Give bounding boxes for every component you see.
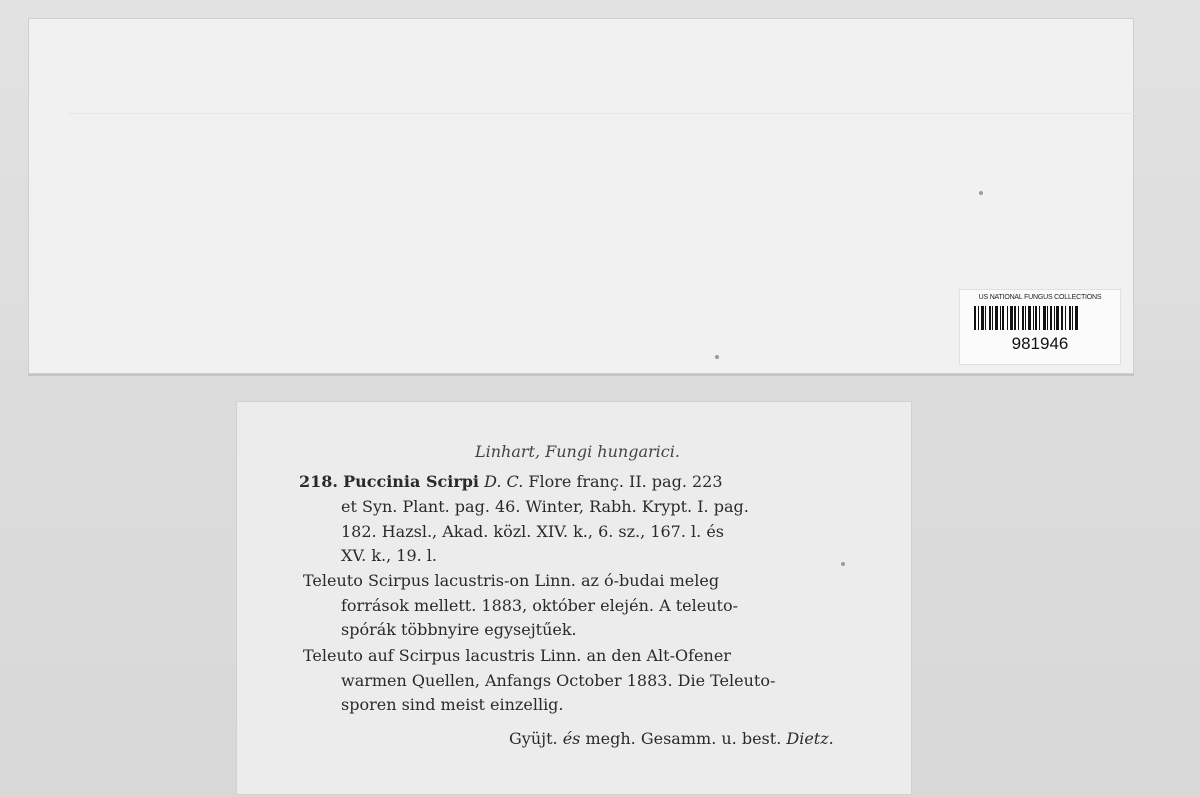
hungarian-line-3: spórák többnyire egysejtűek. xyxy=(341,620,577,639)
entry-number: 218. xyxy=(299,472,338,491)
taxon-name: Puccinia Scirpi xyxy=(343,472,480,491)
specimen-packet xyxy=(28,18,1134,374)
barcode-bars xyxy=(974,306,1106,330)
collector-name: Dietz. xyxy=(786,729,834,748)
collector-text: megh. Gesamm. u. best. xyxy=(585,729,782,748)
barcode-number: 981946 xyxy=(1011,334,1069,353)
sheet-speck xyxy=(979,191,983,195)
entry-line-1 xyxy=(299,474,723,490)
german-line-2: warmen Quellen, Anfangs October 1883. Die Teleuto- xyxy=(341,671,776,690)
series-title: Linhart, Fungi hungarici. xyxy=(475,442,680,461)
german-line-1: Teleuto auf Scirpus lacustris Linn. an den Alt-Ofener xyxy=(303,646,731,665)
packet-fold-line xyxy=(69,113,1139,114)
citation-1: Flore franç. II. pag. 223 xyxy=(528,472,723,491)
citation-2: et Syn. Plant. pag. 46. Winter, Rabh. Krypt. I. pag. xyxy=(341,497,749,516)
collector-conjunction: és xyxy=(562,729,581,748)
taxon-author: D. C. xyxy=(484,472,524,491)
collector-prefix: Gyüjt. xyxy=(509,729,558,748)
citation-4: XV. k., 19. l. xyxy=(341,546,438,565)
german-line-3: sporen sind meist einzellig. xyxy=(341,695,564,714)
label-speck xyxy=(841,562,845,566)
hungarian-line-2: források mellett. 1883, október elején. A teleuto- xyxy=(341,596,738,615)
barcode-header: US NATIONAL FUNGUS COLLECTIONS xyxy=(978,294,1102,301)
hungarian-line-1: Teleuto Scirpus lacustris-on Linn. az ó-budai meleg xyxy=(303,571,720,590)
barcode-label xyxy=(959,289,1121,365)
citation-3: 182. Hazsl., Akad. közl. XIV. k., 6. sz., 167. l. és xyxy=(341,522,724,541)
collector-line xyxy=(509,731,834,747)
printed-label xyxy=(236,401,912,795)
sheet-speck xyxy=(715,355,719,359)
